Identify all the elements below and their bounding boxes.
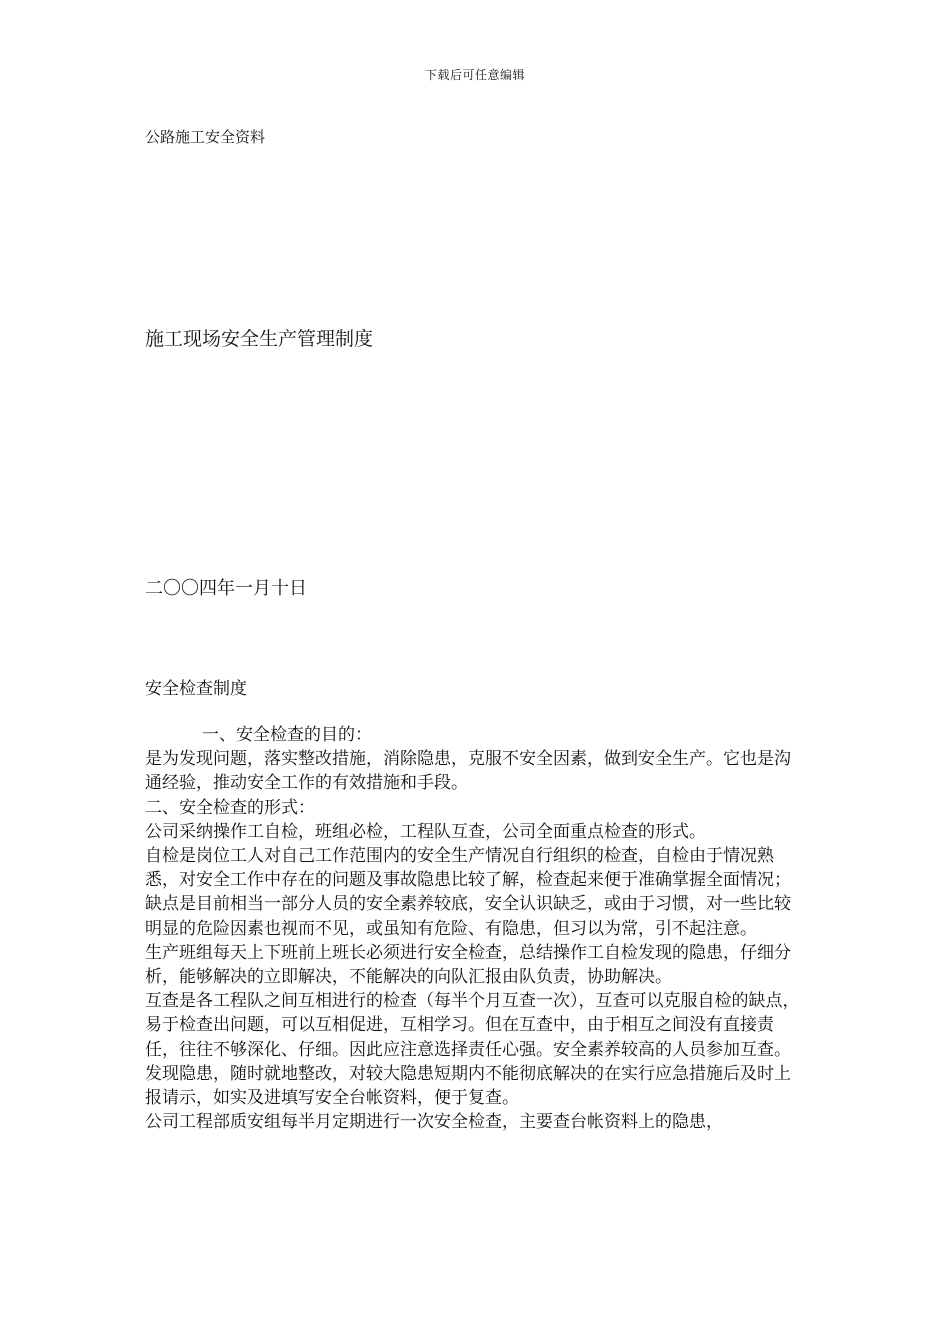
paragraph: 公司工程部质安组每半月定期进行一次安全检查，主要查台帐资料上的隐患， [145, 1112, 723, 1133]
document-title: 公路施工安全资料 [145, 128, 266, 146]
section-title: 施工现场安全生产管理制度 [145, 328, 374, 350]
header-note: 下载后可任意编辑 [424, 68, 525, 82]
paragraph-purpose-heading: 一、安全检查的目的： [202, 725, 372, 745]
body-text [145, 723, 805, 1134]
document-date: 二〇〇四年一月十日 [145, 578, 307, 599]
paragraph: 生产班组每天上下班前上班长必须进行安全检查，总结操作工自检发现的隐患，仔细分析，能够解决的立即解决，不能解决的向队汇报由队负责，协助解决。 [145, 942, 791, 988]
subheading: 安全检查制度 [145, 679, 247, 699]
paragraph: 是为发现问题，落实整改措施，消除隐患，克服不安全因素，做到安全生产。它也是沟通经验，推动安全工作的有效措施和手段。 [145, 749, 791, 794]
paragraph: 互查是各工程队之间互相进行的检查（每半个月互查一次），互查可以克服自检的缺点，易于检查出问题，可以互相促进，互相学习。但在互查中，由于相互之间没有直接责任，往往不够深化、仔细。因此应注意选择责任心强。安全素养较高的人员参加互查。发现隐患，随时就地整改，对较大隐患短期内不能彻底解决的在实行应急措施后及时上报请示，如实及进填写安全台帐资料，便于复查。 [145, 991, 800, 1109]
paragraph-form-heading: 二、安全检查的形式： [145, 797, 315, 818]
paragraph: 公司采纳操作工自检，班组必检，工程队互查，公司全面重点检查的形式。 [145, 821, 706, 842]
paragraph: 自检是岗位工人对自己工作范围内的安全生产情况自行组织的检查，自检由于情况熟悉，对安全工作中存在的问题及事故隐患比较了解，检查起来便于准确掌握全面情况；缺点是目前相当一部分人员的安全素养较底，安全认识缺乏，或由于习惯，对一些比较明显的危险因素也视而不见，或虽知有危险、有隐患，但习以为常，引不起注意。 [145, 846, 791, 939]
